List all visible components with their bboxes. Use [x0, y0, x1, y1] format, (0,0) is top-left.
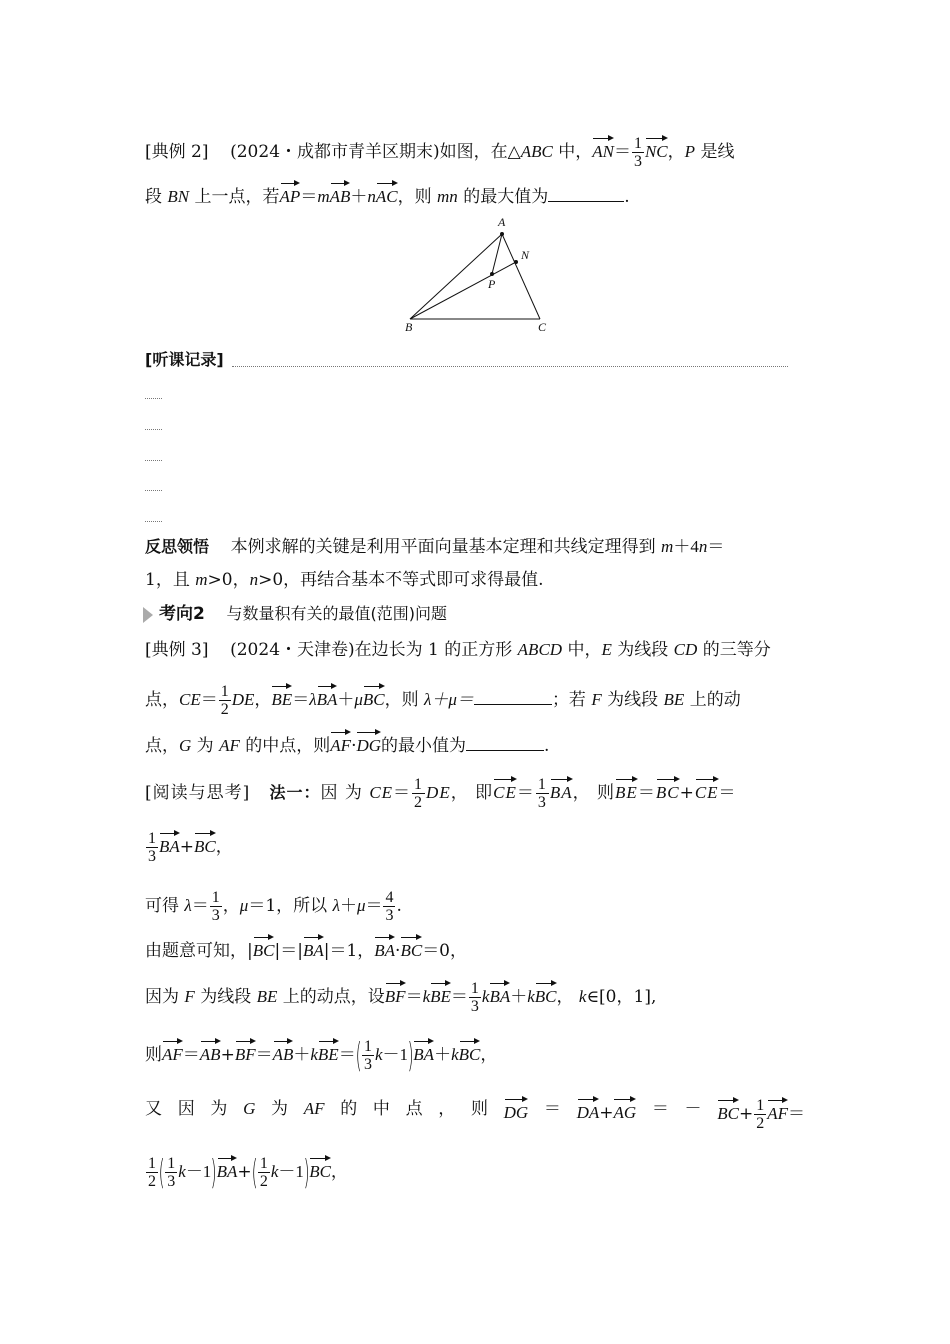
square-name: ABCD — [517, 640, 563, 659]
notes-dot-1[interactable] — [145, 398, 162, 399]
den: 3 — [148, 848, 156, 865]
label-n: N — [521, 248, 530, 262]
point-f: F — [591, 690, 602, 709]
text: 由题意可知，| — [145, 941, 253, 961]
den: 2 — [259, 1173, 268, 1190]
var: μ — [356, 896, 366, 915]
text: ， — [438, 1099, 456, 1119]
text: 为线段 — [194, 987, 257, 1007]
text: ， — [667, 142, 685, 162]
var: k — [527, 987, 535, 1006]
text: ＝ — [707, 537, 725, 557]
solution-label: [阅读与思考] — [145, 783, 251, 803]
text: + — [599, 1103, 614, 1123]
vector: DG — [504, 1097, 529, 1132]
vector: BA — [489, 981, 510, 1009]
paren: ) — [303, 1152, 310, 1193]
text: ＝ — [651, 1099, 669, 1119]
text: ＝ — [613, 142, 631, 162]
text: 是线 — [695, 142, 735, 162]
text: ＝ — [450, 987, 468, 1007]
var: k — [481, 987, 490, 1006]
paren: ( — [158, 1152, 165, 1193]
vector: AF — [767, 1098, 788, 1126]
var: m — [661, 537, 674, 556]
num: 1 — [756, 1097, 765, 1114]
text: ＋ — [510, 987, 528, 1007]
label-c: C — [538, 320, 547, 334]
ex3-line-2 — [145, 683, 741, 718]
num: 1 — [363, 1038, 372, 1055]
answer-blank-2[interactable] — [466, 732, 544, 751]
text: 则 — [470, 1099, 488, 1119]
text: >0， — [207, 570, 250, 590]
text: ， — [330, 1162, 348, 1182]
text: ， 即 — [450, 783, 494, 803]
num: 1 — [470, 980, 479, 997]
frac — [469, 980, 481, 1015]
vector: AF — [162, 1039, 183, 1067]
frac — [165, 1155, 177, 1190]
text: ＝ — [787, 1104, 805, 1124]
vector: BA — [550, 777, 573, 805]
vector: BA — [413, 1039, 434, 1067]
vector-nc: NC — [645, 136, 668, 164]
point-p-dot — [490, 272, 494, 276]
ex2-source: (2024・成都市青羊区期末) — [230, 142, 440, 162]
text: 为 — [210, 1099, 228, 1119]
ex2-tag: [典例 2] — [145, 142, 209, 162]
num: 1 — [211, 889, 220, 906]
text: ＝ — [191, 896, 209, 916]
vector-af: AF — [330, 730, 351, 758]
segment-bn: BN — [167, 187, 190, 206]
frac — [146, 1155, 158, 1190]
vector: BC — [535, 981, 557, 1009]
text: + — [220, 1045, 235, 1065]
text: ＝ — [718, 783, 737, 803]
text: ＋ — [293, 1045, 311, 1065]
method-1-label: 法一： — [269, 783, 321, 802]
notes-dot-5[interactable] — [145, 521, 162, 522]
vector: BA — [159, 831, 180, 859]
text: ＝ — [182, 1045, 200, 1065]
var: λ — [184, 896, 192, 915]
vector: BC — [400, 935, 422, 963]
text: ＝ — [338, 1045, 356, 1065]
text: 的最大值为 — [457, 187, 549, 207]
ex2-line-2 — [145, 181, 630, 209]
den: 2 — [220, 701, 229, 718]
text: 为线段 — [611, 640, 674, 660]
text: － — [684, 1099, 702, 1119]
vector: BF — [385, 981, 406, 1009]
var: DE — [426, 783, 451, 802]
text: 点 — [405, 1099, 423, 1119]
den: 3 — [167, 1173, 176, 1190]
text: 在边长为 1 的正方形 — [354, 640, 518, 660]
triangle-figure — [395, 212, 565, 337]
den: 2 — [148, 1173, 156, 1190]
text: 的 — [340, 1099, 358, 1119]
text: 的最小值为 — [381, 736, 467, 756]
text: + — [179, 837, 195, 857]
vector: BA — [217, 1156, 238, 1184]
text: 1，且 — [145, 570, 196, 590]
frac — [536, 776, 549, 811]
text: 为线段 — [601, 690, 664, 710]
var: CE — [369, 783, 394, 802]
point-e: E — [601, 640, 612, 659]
vector: BA — [374, 935, 395, 963]
text: ＝ — [405, 987, 423, 1007]
text: 又 — [145, 1099, 162, 1119]
num: 1 — [220, 683, 229, 700]
fraction-half — [219, 683, 231, 718]
vector: BC — [253, 935, 275, 963]
triangle-name: ABC — [520, 142, 553, 161]
vector: BA — [303, 935, 324, 963]
vector: BE — [430, 981, 451, 1009]
segment-de: DE — [231, 690, 255, 709]
text: ＝ — [543, 1099, 561, 1119]
text: 为 — [271, 1099, 289, 1119]
text: 则 — [145, 1045, 162, 1065]
text: ， — [222, 896, 240, 916]
notes-dot-4[interactable] — [145, 490, 162, 491]
text: 上的动点，设 — [277, 987, 385, 1007]
text: 的中点，则 — [239, 736, 331, 756]
vector: BC — [656, 777, 680, 805]
text: ＝ — [255, 1045, 273, 1065]
vector: AB — [200, 1039, 221, 1067]
text: 如图，在△ — [439, 142, 521, 162]
reflection-line-2 — [145, 568, 544, 592]
label-b: B — [405, 320, 413, 334]
text: ＝ — [200, 690, 218, 710]
text: ＝ — [292, 690, 310, 710]
text: 中， — [562, 640, 602, 660]
var: k — [178, 1162, 186, 1181]
text: + — [679, 783, 695, 803]
var-m: m — [317, 187, 330, 206]
var: k — [270, 1162, 279, 1181]
section-arrow-icon — [143, 607, 153, 623]
text: ， — [480, 1045, 498, 1065]
text: ， — [254, 690, 272, 710]
text: ＋ — [350, 187, 368, 207]
answer-blank[interactable] — [548, 183, 624, 202]
notes-dotted-line[interactable] — [232, 366, 788, 367]
num: 1 — [537, 776, 547, 793]
text: 点， — [145, 690, 179, 710]
solution-line-6 — [145, 1035, 498, 1076]
vector-bc: BC — [363, 684, 385, 712]
solution-line-7 — [145, 1097, 805, 1132]
var: λ — [332, 896, 340, 915]
vector: CE — [695, 777, 719, 805]
text: ＝0， — [422, 941, 468, 961]
text: 可得 — [145, 896, 185, 916]
section-title: 与数量积有关的最值(范围)问题 — [226, 604, 447, 623]
var: k — [578, 987, 587, 1006]
text: 为 — [191, 736, 220, 756]
text: 因 — [177, 1099, 195, 1119]
text: －1 — [185, 1162, 212, 1181]
var: n — [698, 537, 708, 556]
frac — [412, 776, 425, 811]
text: |＝1， — [323, 941, 375, 961]
num: 1 — [414, 776, 424, 793]
num: 1 — [633, 135, 642, 152]
vector: AG — [613, 1097, 636, 1125]
paren: ) — [407, 1035, 414, 1076]
text: ，则 — [384, 690, 425, 710]
text: . — [624, 187, 630, 207]
text: ＝ — [637, 783, 656, 803]
frac — [754, 1097, 766, 1132]
ex3-source: (2024・天津卷) — [230, 640, 355, 660]
var: F — [184, 987, 195, 1006]
text: ， 则 — [572, 783, 616, 803]
text: ，则 — [397, 187, 438, 207]
var-n: n — [367, 187, 376, 206]
den: 3 — [363, 1056, 372, 1073]
text: . — [396, 896, 402, 916]
text: ， — [556, 987, 574, 1007]
text: 段 — [145, 187, 168, 207]
solution-line-8 — [145, 1152, 348, 1193]
var: k — [422, 987, 431, 1006]
vector-ac: AC — [376, 181, 398, 209]
var: k — [451, 1045, 459, 1064]
ex3-tag: [典例 3] — [145, 640, 209, 660]
paren: ( — [251, 1152, 258, 1193]
text: ＝ — [365, 896, 383, 916]
segment-be: BE — [663, 690, 685, 709]
text: ＋ — [434, 1045, 452, 1065]
solution-line-2 — [145, 830, 233, 865]
vector-be: BE — [271, 684, 292, 712]
paren: ) — [210, 1152, 217, 1193]
text: ＋4 — [673, 537, 699, 556]
var-mn: mn — [437, 187, 458, 206]
vector-ap: AP — [280, 181, 301, 209]
vector: BE — [318, 1039, 339, 1067]
vector: BC — [194, 831, 216, 859]
section-header — [143, 602, 447, 626]
notes-dot-3[interactable] — [145, 460, 162, 461]
text: + — [738, 1104, 754, 1124]
den: 2 — [414, 794, 424, 811]
text: . — [544, 736, 550, 756]
text: ＋ — [337, 690, 355, 710]
text: 中 — [372, 1099, 390, 1119]
point-a — [500, 232, 504, 236]
point-n — [514, 260, 518, 264]
segment-cd: CD — [673, 640, 698, 659]
reflection-label: 反思领悟 — [145, 537, 210, 556]
paren: ( — [355, 1035, 362, 1076]
solution-line-4 — [145, 935, 467, 963]
frac — [146, 830, 158, 865]
text: >0，再结合基本不等式即可求得最值. — [258, 570, 544, 590]
text: ＝ — [393, 783, 412, 803]
segment-af: AF — [219, 736, 240, 755]
num: 4 — [385, 889, 394, 906]
den: 2 — [756, 1115, 765, 1132]
vector-ba: BA — [317, 684, 338, 712]
text: 的三等分 — [697, 640, 771, 660]
segment-ap-line — [492, 234, 502, 274]
expr: λ＋μ＝ — [424, 690, 474, 709]
var: k — [374, 1045, 383, 1064]
ex3-line-1 — [145, 638, 771, 662]
point-g: G — [179, 736, 192, 755]
text: · — [351, 736, 357, 756]
den: 3 — [470, 998, 479, 1015]
section-label: 考向2 — [159, 604, 205, 624]
var: μ — [239, 896, 249, 915]
den: 3 — [633, 153, 642, 170]
text: ∈[0，1], — [586, 987, 657, 1007]
solution-line-3 — [145, 889, 402, 924]
var: m — [195, 570, 208, 589]
solution-line-5 — [145, 980, 656, 1015]
num: 1 — [148, 1155, 156, 1172]
num: 1 — [148, 830, 156, 847]
text: －1 — [382, 1045, 409, 1064]
text: ， — [215, 837, 233, 857]
vector: BF — [235, 1039, 256, 1067]
frac — [210, 889, 222, 924]
vector: BC — [459, 1039, 481, 1067]
var: AF — [303, 1099, 325, 1118]
text: ＋ — [339, 896, 357, 916]
frac — [383, 889, 395, 924]
vector: BC — [309, 1156, 331, 1184]
den: 3 — [537, 794, 547, 811]
num: 1 — [167, 1155, 176, 1172]
ex3-line-3 — [145, 730, 549, 758]
segment-ce: CE — [179, 690, 201, 709]
text: ＝1，所以 — [248, 896, 333, 916]
label-p: P — [488, 277, 496, 291]
ex2-line-1 — [145, 135, 734, 170]
text: 上一点，若 — [189, 187, 280, 207]
var-lambda: λ — [309, 690, 317, 709]
vector: CE — [493, 777, 517, 805]
label-a: A — [498, 215, 506, 229]
var: BE — [256, 987, 278, 1006]
point-p: P — [684, 142, 696, 161]
var: G — [243, 1099, 256, 1118]
text: －1 — [278, 1162, 304, 1181]
text: + — [237, 1162, 252, 1182]
text: |＝| — [274, 941, 303, 961]
side-ac — [502, 234, 540, 319]
reflection-line-1 — [145, 535, 724, 559]
vector: BE — [615, 777, 638, 805]
text: ＝ — [516, 783, 535, 803]
vector: BC — [717, 1098, 739, 1126]
var: k — [310, 1045, 318, 1064]
text: ＝ — [300, 187, 318, 207]
text: ；若 — [551, 690, 592, 710]
text: 因为 — [145, 987, 185, 1007]
text: · — [395, 941, 401, 961]
solution-line-1 — [145, 776, 737, 811]
frac — [362, 1038, 374, 1073]
notes-label: [听课记录] — [145, 350, 224, 369]
text: 因 为 — [320, 783, 370, 803]
var: n — [249, 570, 259, 589]
text: 本例求解的关键是利用平面向量基本定理和共线定理得到 — [230, 537, 662, 557]
fraction-one-third — [632, 135, 644, 170]
text: 中， — [552, 142, 593, 162]
text: 点， — [145, 736, 179, 756]
den: 3 — [385, 907, 394, 924]
answer-blank-1[interactable] — [474, 686, 552, 705]
vector-ab: AB — [330, 181, 351, 209]
vector-dg: DG — [356, 730, 381, 758]
notes-dot-2[interactable] — [145, 429, 162, 430]
vector-an: AN — [592, 136, 614, 164]
vector: AB — [273, 1039, 294, 1067]
vector: DA — [577, 1097, 600, 1125]
var-mu: μ — [354, 690, 363, 709]
frac — [258, 1155, 270, 1190]
text: 上的动 — [684, 690, 741, 710]
num: 1 — [259, 1155, 268, 1172]
den: 3 — [211, 907, 220, 924]
